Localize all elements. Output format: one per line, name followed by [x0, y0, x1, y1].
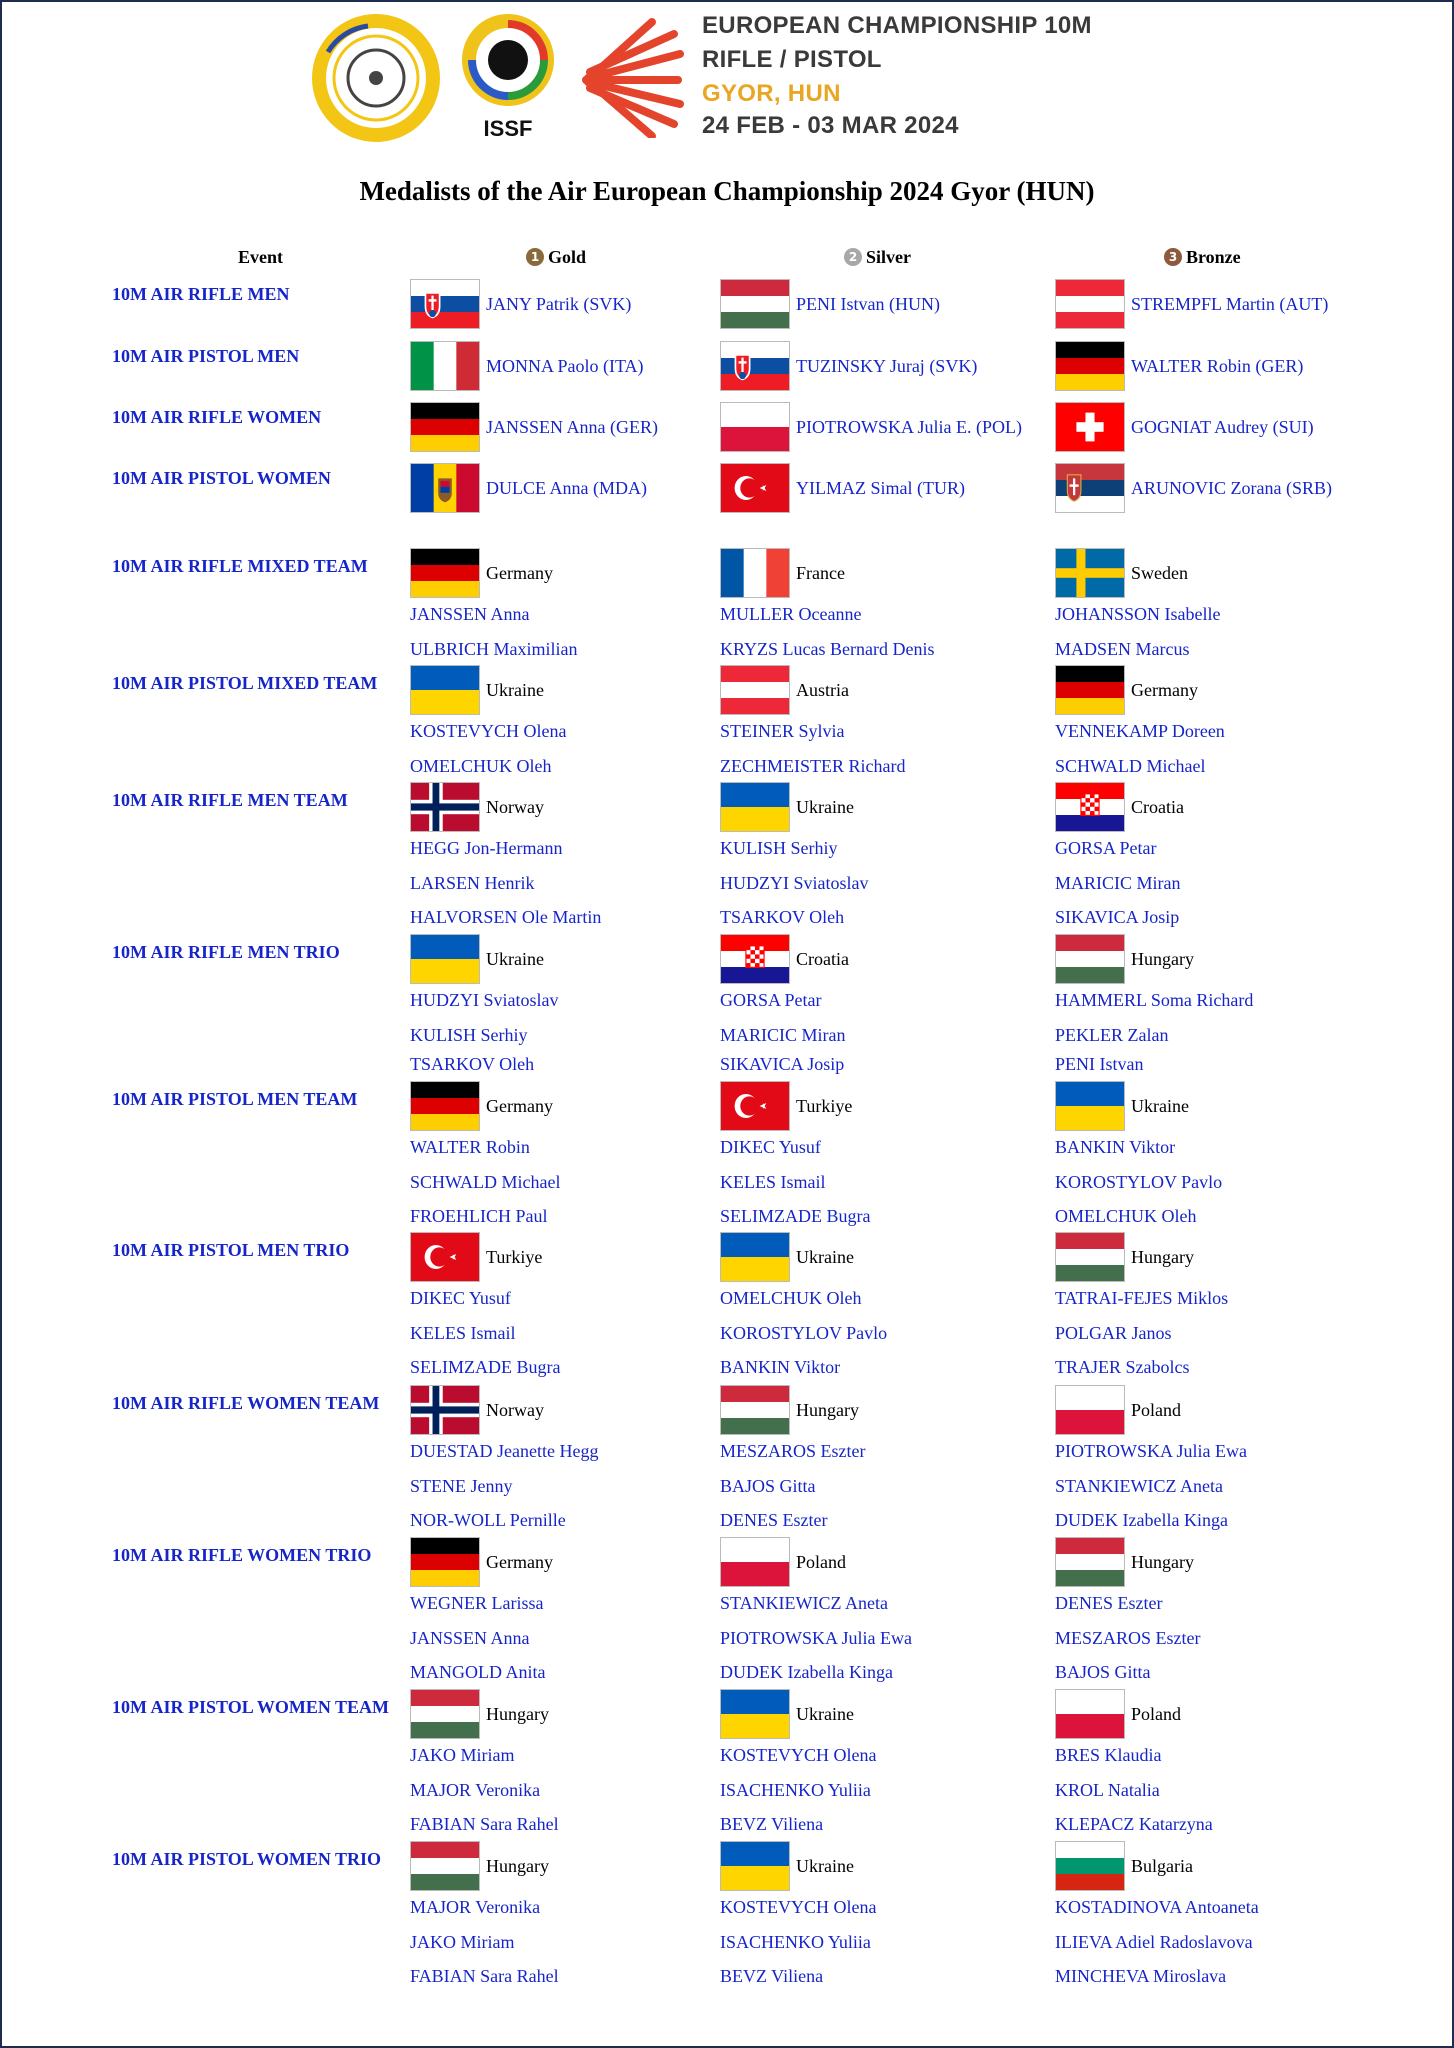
bronze-medal-entry [1055, 1232, 1194, 1282]
gold-medal-entry [410, 1232, 542, 1282]
team-athlete[interactable]: TSARKOV Oleh [410, 1054, 535, 1074]
silver-medal-entry [720, 1081, 852, 1131]
team-athlete[interactable]: OMELCHUK Oleh [410, 755, 552, 776]
medalist-name[interactable]: DULCE Anna (MDA) [486, 477, 647, 498]
country-name: Germany [486, 1095, 553, 1116]
team-athlete[interactable]: MAJOR Veronika [410, 1779, 541, 1800]
team-athlete[interactable]: SELIMZADE Bugra [410, 1357, 561, 1377]
team-athlete[interactable]: PEKLER Zalan [1055, 1024, 1169, 1045]
team-athlete[interactable]: MAJOR Veronika [410, 1897, 541, 1917]
banner-line-4: 24 FEB - 03 MAR 2024 [702, 112, 959, 139]
silver-medal-entry [720, 665, 849, 715]
medalist-name[interactable]: ARUNOVIC Zorana (SRB) [1131, 477, 1332, 498]
bronze-medal-entry [1055, 1385, 1181, 1435]
team-athlete[interactable]: STEINER Sylvia [720, 721, 845, 741]
team-athlete[interactable]: BAJOS Gitta [1055, 1662, 1151, 1682]
bronze-medal-entry [1055, 1537, 1194, 1587]
team-athlete[interactable]: ISACHENKO Yuliia [720, 1931, 871, 1952]
event-name: 10M AIR RIFLE MEN [112, 284, 290, 304]
country-name: Sweden [1131, 562, 1188, 583]
team-athlete[interactable]: BAJOS Gitta [720, 1475, 816, 1496]
event-name: 10M AIR RIFLE MEN TRIO [112, 942, 340, 962]
team-athlete[interactable]: FROEHLICH Paul [410, 1206, 548, 1226]
team-athlete[interactable]: HAMMERL Soma Richard [1055, 990, 1254, 1010]
ukr-flag-icon [720, 1689, 790, 1739]
country-name: Norway [486, 1399, 544, 1420]
team-athlete[interactable]: MARICIC Miran [1055, 872, 1181, 893]
hun-flag-icon [410, 1689, 480, 1739]
team-athlete[interactable]: SELIMZADE Bugra [720, 1206, 871, 1226]
country-name: Croatia [796, 948, 849, 969]
hun-flag-icon [1055, 934, 1125, 984]
team-athlete[interactable]: MESZAROS Eszter [720, 1441, 866, 1461]
team-athlete[interactable]: KRYZS Lucas Bernard Denis [720, 638, 935, 659]
issf-label: ISSF [483, 116, 533, 141]
gold-column-header: 1 Gold [526, 245, 586, 269]
country-name: Croatia [1131, 796, 1184, 817]
team-athlete[interactable]: PIOTROWSKA Julia Ewa [1055, 1441, 1247, 1461]
srb-flag-icon [1055, 463, 1125, 513]
silver-medal-entry [720, 1537, 846, 1587]
team-athlete[interactable]: KULISH Serhiy [720, 838, 838, 858]
silver-medal-icon: 2 [844, 248, 862, 266]
team-athlete[interactable]: BRES Klaudia [1055, 1745, 1162, 1765]
country-name: Ukraine [796, 1703, 854, 1724]
gold-medal-entry [410, 665, 544, 715]
hun-flag-icon [720, 1385, 790, 1435]
team-athlete[interactable]: MADSEN Marcus [1055, 638, 1190, 659]
gold-medal-entry [410, 1081, 553, 1131]
country-name: Hungary [1131, 1551, 1194, 1572]
country-name: Ukraine [486, 679, 544, 700]
event-name: 10M AIR PISTOL MEN [112, 346, 300, 366]
team-athlete[interactable]: KOSTEVYCH Olena [720, 1897, 877, 1917]
fra-flag-icon [720, 548, 790, 598]
ger-flag-icon [1055, 665, 1125, 715]
tur-flag-icon [410, 1232, 480, 1282]
country-name: Ukraine [1131, 1095, 1189, 1116]
silver-column-header: 2 Silver [844, 245, 911, 269]
country-name: Ukraine [796, 1246, 854, 1267]
pol-flag-icon [1055, 1689, 1125, 1739]
nor-flag-icon [410, 1385, 480, 1435]
team-athlete[interactable]: MINCHEVA Miroslava [1055, 1966, 1227, 1986]
medalist-name[interactable]: GOGNIAT Audrey (SUI) [1131, 416, 1314, 437]
issf-logo [458, 10, 558, 142]
medalist-name[interactable]: JANY Patrik (SVK) [486, 293, 632, 314]
country-name: Ukraine [796, 796, 854, 817]
medalist-name[interactable]: WALTER Robin (GER) [1131, 355, 1304, 376]
country-name: Germany [1131, 679, 1198, 700]
banner-line-3: GYOR, HUN [702, 80, 841, 107]
team-athlete[interactable]: HEGG Jon-Hermann [410, 838, 563, 858]
team-athlete[interactable]: MULLER Oceanne [720, 604, 862, 624]
page-title: Medalists of the Air European Championship 2024 Gyor (HUN) [359, 176, 1095, 206]
hun-flag-icon [720, 279, 790, 329]
team-athlete[interactable]: FABIAN Sara Rahel [410, 1966, 559, 1986]
team-athlete[interactable]: SIKAVICA Josip [720, 1054, 845, 1074]
ukr-flag-icon [720, 1232, 790, 1282]
event-column-header: Event [238, 246, 283, 267]
silver-medal-entry [720, 1841, 854, 1891]
ukr-flag-icon [720, 1841, 790, 1891]
gold-medal-entry [410, 1385, 544, 1435]
team-athlete[interactable]: OMELCHUK Oleh [720, 1288, 862, 1308]
country-name: Ukraine [486, 948, 544, 969]
ger-flag-icon [410, 402, 480, 452]
team-athlete[interactable]: JAKO Miriam [410, 1931, 515, 1952]
country-name: Ukraine [796, 1855, 854, 1876]
event-name: 10M AIR PISTOL WOMEN TRIO [112, 1849, 382, 1869]
team-athlete[interactable]: ISACHENKO Yuliia [720, 1779, 871, 1800]
event-name: 10M AIR PISTOL MEN TRIO [112, 1240, 350, 1260]
aut-flag-icon [720, 665, 790, 715]
bul-flag-icon [1055, 1841, 1125, 1891]
gold-medal-entry [410, 341, 644, 391]
hun-flag-icon [1055, 1232, 1125, 1282]
country-name: Hungary [796, 1399, 859, 1420]
ger-flag-icon [410, 548, 480, 598]
country-name: Hungary [1131, 1246, 1194, 1267]
team-athlete[interactable]: TSARKOV Oleh [720, 907, 845, 927]
event-name: 10M AIR PISTOL MEN TEAM [112, 1089, 358, 1109]
team-athlete[interactable]: DUESTAD Jeanette Hegg [410, 1441, 599, 1461]
team-athlete[interactable]: GORSA Petar [1055, 838, 1157, 858]
team-athlete[interactable]: FABIAN Sara Rahel [410, 1814, 559, 1834]
gold-medal-entry [410, 402, 658, 452]
team-athlete[interactable]: OMELCHUK Oleh [1055, 1206, 1197, 1226]
gold-medal-entry [410, 782, 544, 832]
event-name: 10M AIR PISTOL WOMEN TEAM [112, 1697, 390, 1717]
bronze-medal-entry [1055, 1689, 1181, 1739]
ukr-flag-icon [410, 934, 480, 984]
country-name: Hungary [486, 1703, 549, 1724]
team-athlete[interactable]: WALTER Robin [410, 1137, 530, 1157]
team-athlete[interactable]: KOSTEVYCH Olena [410, 721, 567, 741]
banner-line-1: EUROPEAN CHAMPIONSHIP 10M [702, 12, 1092, 39]
svk-flag-icon [720, 341, 790, 391]
aut-flag-icon [1055, 279, 1125, 329]
team-athlete[interactable]: ULBRICH Maximilian [410, 638, 578, 659]
country-name: Turkiye [796, 1095, 853, 1116]
team-athlete[interactable]: JANSSEN Anna [410, 604, 530, 624]
country-name: Turkiye [486, 1246, 543, 1267]
event-name: 10M AIR PISTOL WOMEN [112, 468, 331, 488]
team-athlete[interactable]: MANGOLD Anita [410, 1662, 546, 1682]
bronze-medal-entry [1055, 463, 1332, 513]
team-athlete[interactable]: DIKEC Yusuf [410, 1288, 511, 1308]
country-name: Germany [486, 1551, 553, 1572]
country-name: Poland [796, 1551, 847, 1572]
event-name: 10M AIR RIFLE MEN TEAM [112, 790, 348, 810]
team-athlete[interactable]: ZECHMEISTER Richard [720, 755, 906, 776]
team-athlete[interactable]: SCHWALD Michael [1055, 755, 1206, 776]
gold-medal-entry [410, 463, 647, 513]
team-athlete[interactable]: BANKIN Viktor [1055, 1137, 1176, 1157]
silver-medal-entry [720, 1232, 854, 1282]
hun-flag-icon [410, 1841, 480, 1891]
gold-medal-entry [410, 279, 631, 329]
team-athlete[interactable]: GORSA Petar [720, 990, 822, 1010]
gold-medal-entry [410, 548, 553, 598]
team-athlete[interactable]: KOROSTYLOV Pavlo [720, 1322, 888, 1343]
country-name: Hungary [486, 1855, 549, 1876]
ukr-flag-icon [1055, 1081, 1125, 1131]
team-athlete[interactable]: BEVZ Viliena [720, 1966, 824, 1986]
event-name: 10M AIR RIFLE WOMEN TEAM [112, 1393, 380, 1413]
team-athlete[interactable]: DENES Eszter [720, 1510, 828, 1530]
team-athlete[interactable]: PENI Istvan [1055, 1054, 1144, 1074]
team-athlete[interactable]: SIKAVICA Josip [1055, 907, 1180, 927]
team-athlete[interactable]: TATRAI-FEJES Miklos [1055, 1288, 1229, 1308]
team-athlete[interactable]: SCHWALD Michael [410, 1171, 561, 1192]
team-athlete[interactable]: LARSEN Henrik [410, 872, 535, 893]
country-name: Germany [486, 562, 553, 583]
team-athlete[interactable]: STANKIEWICZ Aneta [1055, 1475, 1224, 1496]
team-athlete[interactable]: DIKEC Yusuf [720, 1137, 821, 1157]
ger-flag-icon [410, 1537, 480, 1587]
team-athlete[interactable]: KELES Ismail [410, 1322, 516, 1343]
gold-medal-entry [410, 1689, 549, 1739]
gold-medal-entry [410, 1537, 553, 1587]
gold-medal-icon: 1 [526, 248, 544, 266]
silver-medal-entry [720, 341, 977, 391]
ger-flag-icon [1055, 341, 1125, 391]
team-athlete[interactable]: STENE Jenny [410, 1475, 513, 1496]
bronze-medal-entry [1055, 934, 1194, 984]
bronze-medal-entry [1055, 665, 1198, 715]
team-athlete[interactable]: DENES Eszter [1055, 1593, 1163, 1613]
country-name: Austria [796, 679, 849, 700]
silver-medal-entry [720, 934, 849, 984]
team-athlete[interactable]: ILIEVA Adiel Radoslavova [1055, 1931, 1253, 1952]
country-name: Norway [486, 796, 544, 817]
championship-burst-logo [578, 18, 688, 138]
event-name: 10M AIR RIFLE MIXED TEAM [112, 556, 368, 576]
gold-medal-entry [410, 934, 544, 984]
ger-flag-icon [410, 1081, 480, 1131]
silver-medal-entry [720, 548, 845, 598]
silver-medal-entry [720, 1689, 854, 1739]
silver-medal-entry [720, 1385, 859, 1435]
european-shooting-confederation-logo [308, 12, 444, 144]
team-athlete[interactable]: KELES Ismail [720, 1171, 826, 1192]
silver-medal-entry [720, 463, 965, 513]
team-athlete[interactable]: STANKIEWICZ Aneta [720, 1593, 889, 1613]
nor-flag-icon [410, 782, 480, 832]
gold-medal-entry [410, 1841, 549, 1891]
cro-flag-icon [1055, 782, 1125, 832]
ukr-flag-icon [410, 665, 480, 715]
team-athlete[interactable]: WEGNER Larissa [410, 1593, 544, 1613]
team-athlete[interactable]: HALVORSEN Ole Martin [410, 907, 602, 927]
pol-flag-icon [720, 402, 790, 452]
team-athlete[interactable]: KOSTADINOVA Antoaneta [1055, 1897, 1259, 1917]
event-name: 10M AIR PISTOL MIXED TEAM [112, 673, 378, 693]
team-athlete[interactable]: JOHANSSON Isabelle [1055, 604, 1221, 624]
team-athlete[interactable]: KULISH Serhiy [410, 1024, 528, 1045]
team-athlete[interactable]: NOR-WOLL Pernille [410, 1510, 566, 1530]
team-athlete[interactable]: VENNEKAMP Doreen [1055, 721, 1225, 741]
hun-flag-icon [1055, 1537, 1125, 1587]
medalist-name[interactable]: MONNA Paolo (ITA) [486, 355, 644, 376]
team-athlete[interactable]: POLGAR Janos [1055, 1322, 1172, 1343]
country-name: France [796, 562, 845, 583]
bronze-medal-entry [1055, 782, 1184, 832]
cro-flag-icon [720, 934, 790, 984]
bronze-medal-entry [1055, 279, 1328, 329]
silver-medal-entry [720, 782, 854, 832]
ukr-flag-icon [720, 782, 790, 832]
event-name: 10M AIR RIFLE WOMEN TRIO [112, 1545, 372, 1565]
pol-flag-icon [720, 1537, 790, 1587]
team-athlete[interactable]: KOROSTYLOV Pavlo [1055, 1171, 1223, 1192]
banner-line-2: RIFLE / PISTOL [702, 46, 882, 73]
team-athlete[interactable]: BEVZ Viliena [720, 1814, 824, 1834]
team-athlete[interactable]: KROL Natalia [1055, 1779, 1160, 1800]
tur-flag-icon [720, 1081, 790, 1131]
team-athlete[interactable]: KOSTEVYCH Olena [720, 1745, 877, 1765]
country-name: Poland [1131, 1399, 1182, 1420]
team-athlete[interactable]: HUDZYI Sviatoslav [410, 990, 559, 1010]
team-athlete[interactable]: DUDEK Izabella Kinga [1055, 1510, 1228, 1530]
bronze-medal-entry [1055, 1841, 1193, 1891]
team-athlete[interactable]: PIOTROWSKA Julia Ewa [720, 1627, 912, 1648]
tur-flag-icon [720, 463, 790, 513]
silver-medal-entry [720, 279, 940, 329]
team-athlete[interactable]: HUDZYI Sviatoslav [720, 872, 869, 893]
svk-flag-icon [410, 279, 480, 329]
bronze-medal-entry [1055, 1081, 1189, 1131]
silver-medal-entry [720, 402, 1022, 452]
team-athlete[interactable]: JAKO Miriam [410, 1745, 515, 1765]
ita-flag-icon [410, 341, 480, 391]
medalist-name[interactable]: JANSSEN Anna (GER) [486, 416, 659, 437]
medalist-name[interactable]: PIOTROWSKA Julia E. (POL) [796, 416, 1022, 437]
sui-flag-icon [1055, 402, 1125, 452]
mda-flag-icon [410, 463, 480, 513]
team-athlete[interactable]: DUDEK Izabella Kinga [720, 1662, 893, 1682]
medalist-name[interactable]: PENI Istvan (HUN) [796, 293, 940, 314]
team-athlete[interactable]: TRAJER Szabolcs [1055, 1357, 1190, 1377]
bronze-medal-icon: 3 [1164, 248, 1182, 266]
championship-banner [308, 8, 1158, 144]
team-athlete[interactable]: MARICIC Miran [720, 1024, 846, 1045]
medalist-name[interactable]: STREMPFL Martin (AUT) [1131, 293, 1329, 314]
team-athlete[interactable]: BANKIN Viktor [720, 1357, 841, 1377]
team-athlete[interactable]: MESZAROS Eszter [1055, 1627, 1201, 1648]
bronze-medal-entry [1055, 341, 1303, 391]
country-name: Bulgaria [1131, 1855, 1193, 1876]
team-athlete[interactable]: KLEPACZ Katarzyna [1055, 1814, 1213, 1834]
country-name: Poland [1131, 1703, 1182, 1724]
medalist-name[interactable]: TUZINSKY Juraj (SVK) [796, 355, 978, 376]
bronze-column-header: 3 Bronze [1164, 245, 1241, 269]
swe-flag-icon [1055, 548, 1125, 598]
event-name: 10M AIR RIFLE WOMEN [112, 407, 322, 427]
bronze-medal-entry [1055, 548, 1188, 598]
country-name: Hungary [1131, 948, 1194, 969]
medalist-name[interactable]: YILMAZ Simal (TUR) [796, 477, 965, 498]
pol-flag-icon [1055, 1385, 1125, 1435]
bronze-medal-entry [1055, 402, 1314, 452]
team-athlete[interactable]: JANSSEN Anna [410, 1627, 530, 1648]
